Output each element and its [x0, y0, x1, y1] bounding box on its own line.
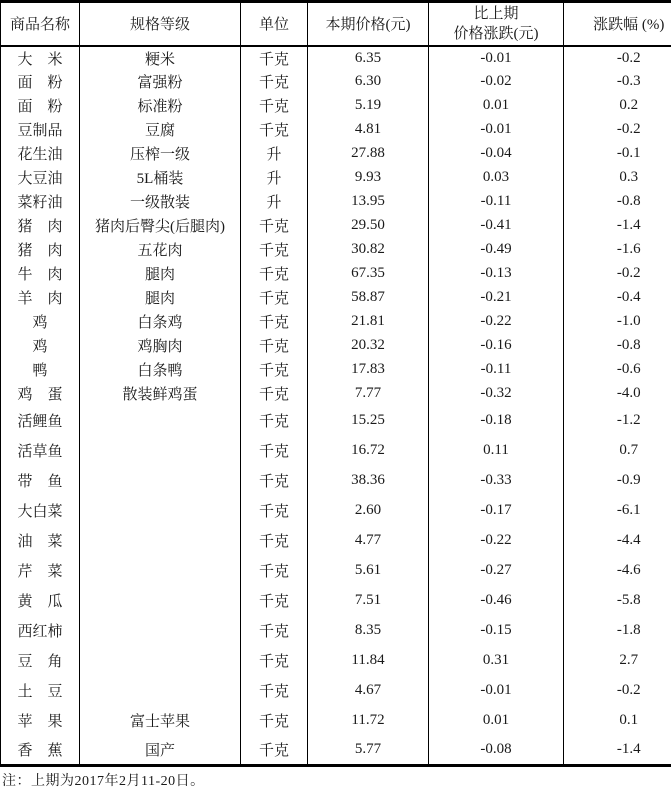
table-row — [1, 286, 671, 310]
cell-price-change: -0.27 — [429, 556, 564, 586]
table-row — [1, 496, 671, 526]
cell-product-name: 面 粉 — [1, 70, 80, 94]
cell-change-percent: -4.4 — [616, 532, 641, 548]
table-row — [1, 706, 671, 736]
cell-unit: 千克 — [241, 616, 308, 646]
table-row — [1, 616, 671, 646]
cell-spec-grade: 猪肉后臀尖(后腿肉) — [80, 214, 241, 238]
cell-price-change: -0.46 — [429, 586, 564, 616]
cell-change-percent: -0.1 — [616, 145, 641, 161]
table-row — [1, 238, 671, 262]
table-row — [1, 466, 671, 496]
cell-spec-grade: 白条鸭 — [80, 358, 241, 382]
cell-product-name: 大豆油 — [1, 166, 80, 190]
cell-spec-grade: 白条鸡 — [80, 310, 241, 334]
cell-product-name: 牛 肉 — [1, 262, 80, 286]
cell-current-price: 9.93 — [308, 166, 429, 190]
cell-price-change: -0.33 — [429, 466, 564, 496]
cell-change-percent: -1.8 — [616, 622, 641, 638]
cell-spec-grade: 豆腐 — [80, 118, 241, 142]
cell-current-price: 7.51 — [308, 586, 429, 616]
cell-unit: 升 — [241, 166, 308, 190]
cell-spec-grade — [80, 556, 241, 586]
cell-spec-grade: 5L桶装 — [80, 166, 241, 190]
cell-spec-grade: 五花肉 — [80, 238, 241, 262]
cell-current-price: 4.77 — [308, 526, 429, 556]
cell-spec-grade: 国产 — [80, 736, 241, 766]
cell-product-name: 带 鱼 — [1, 466, 80, 496]
cell-unit: 千克 — [241, 586, 308, 616]
table-row — [1, 556, 671, 586]
cell-current-price: 38.36 — [308, 466, 429, 496]
cell-spec-grade: 标准粉 — [80, 94, 241, 118]
cell-change-percent: -0.4 — [616, 289, 641, 305]
cell-product-name: 豆制品 — [1, 118, 80, 142]
cell-unit: 千克 — [241, 706, 308, 736]
cell-current-price: 7.77 — [308, 382, 429, 406]
cell-spec-grade — [80, 436, 241, 466]
cell-unit: 千克 — [241, 262, 308, 286]
cell-current-price: 11.72 — [308, 706, 429, 736]
cell-unit: 千克 — [241, 238, 308, 262]
cell-change-percent: -6.1 — [616, 502, 641, 518]
cell-unit: 升 — [241, 190, 308, 214]
cell-spec-grade: 富强粉 — [80, 70, 241, 94]
cell-spec-grade: 粳米 — [80, 46, 241, 70]
cell-price-change: -0.49 — [429, 238, 564, 262]
col-header-price-change — [429, 2, 564, 46]
col-header-current-price: 本期价格(元) — [308, 2, 429, 46]
cell-change-percent: -0.6 — [616, 361, 641, 377]
table-row — [1, 358, 671, 382]
cell-unit: 千克 — [241, 736, 308, 766]
cell-unit: 千克 — [241, 646, 308, 676]
cell-unit: 升 — [241, 142, 308, 166]
col-header-spec-grade: 规格等级 — [80, 2, 241, 46]
cell-product-name: 大白菜 — [1, 496, 80, 526]
cell-product-name: 面 粉 — [1, 94, 80, 118]
cell-current-price: 8.35 — [308, 616, 429, 646]
footnote: 注：上期为2017年2月11-20日。 — [2, 774, 205, 789]
cell-current-price: 21.81 — [308, 310, 429, 334]
cell-product-name: 香 蕉 — [1, 736, 80, 766]
cell-price-change: -0.01 — [429, 46, 564, 70]
cell-spec-grade — [80, 466, 241, 496]
cell-unit: 千克 — [241, 214, 308, 238]
cell-price-change: 0.01 — [429, 94, 564, 118]
cell-current-price: 17.83 — [308, 358, 429, 382]
cell-price-change: -0.11 — [429, 190, 564, 214]
cell-price-change: -0.11 — [429, 358, 564, 382]
cell-current-price: 67.35 — [308, 262, 429, 286]
cell-price-change: -0.22 — [429, 526, 564, 556]
cell-price-change: -0.15 — [429, 616, 564, 646]
cell-product-name: 猪 肉 — [1, 214, 80, 238]
table-row — [1, 646, 671, 676]
cell-price-change: -0.01 — [429, 118, 564, 142]
cell-price-change: -0.16 — [429, 334, 564, 358]
cell-current-price: 13.95 — [308, 190, 429, 214]
cell-spec-grade: 散装鲜鸡蛋 — [80, 382, 241, 406]
cell-price-change: -0.04 — [429, 142, 564, 166]
cell-price-change: -0.22 — [429, 310, 564, 334]
cell-unit: 千克 — [241, 310, 308, 334]
cell-price-change: 0.01 — [429, 706, 564, 736]
table-row — [1, 736, 671, 766]
cell-change-percent: -0.2 — [616, 682, 641, 698]
cell-product-name: 菜籽油 — [1, 190, 80, 214]
cell-price-change: 0.31 — [429, 646, 564, 676]
cell-current-price: 29.50 — [308, 214, 429, 238]
cell-current-price: 4.81 — [308, 118, 429, 142]
cell-change-percent: -0.2 — [616, 265, 641, 281]
cell-spec-grade — [80, 406, 241, 436]
cell-price-change: -0.41 — [429, 214, 564, 238]
cell-change-percent: -0.2 — [616, 49, 641, 66]
cell-spec-grade: 富士苹果 — [80, 706, 241, 736]
cell-change-percent: -5.8 — [616, 592, 641, 608]
table-row — [1, 334, 671, 358]
cell-current-price: 16.72 — [308, 436, 429, 466]
cell-price-change: -0.02 — [429, 70, 564, 94]
cell-unit: 千克 — [241, 94, 308, 118]
cell-change-percent: 0.7 — [619, 442, 639, 458]
cell-change-percent: -0.9 — [616, 472, 641, 488]
cell-current-price: 20.32 — [308, 334, 429, 358]
cell-unit: 千克 — [241, 286, 308, 310]
cell-product-name: 猪 肉 — [1, 238, 80, 262]
cell-product-name: 鸭 — [1, 358, 80, 382]
cell-change-percent: -4.0 — [616, 385, 641, 401]
cell-spec-grade — [80, 526, 241, 556]
cell-product-name: 大 米 — [1, 46, 80, 70]
cell-change-percent: -1.6 — [616, 241, 641, 257]
cell-current-price: 4.67 — [308, 676, 429, 706]
cell-current-price: 30.82 — [308, 238, 429, 262]
cell-change-percent: -0.8 — [616, 193, 641, 209]
cell-change-percent: -0.3 — [616, 73, 641, 89]
cell-product-name: 活草鱼 — [1, 436, 80, 466]
table-row — [1, 214, 671, 238]
cell-change-percent: 0.2 — [619, 97, 639, 113]
cell-product-name: 芹 菜 — [1, 556, 80, 586]
cell-change-percent: -1.4 — [616, 217, 641, 233]
cell-unit: 千克 — [241, 496, 308, 526]
cell-product-name: 鸡 — [1, 310, 80, 334]
cell-unit: 千克 — [241, 382, 308, 406]
cell-unit: 千克 — [241, 70, 308, 94]
cell-spec-grade: 压榨一级 — [80, 142, 241, 166]
cell-unit: 千克 — [241, 676, 308, 706]
cell-unit: 千克 — [241, 436, 308, 466]
cell-change-percent: 0.3 — [619, 169, 639, 185]
cell-change-percent: 2.7 — [619, 652, 639, 668]
cell-current-price: 2.60 — [308, 496, 429, 526]
cell-spec-grade: 腿肉 — [80, 286, 241, 310]
cell-current-price: 5.19 — [308, 94, 429, 118]
cell-price-change: -0.08 — [429, 736, 564, 766]
cell-product-name: 鸡 — [1, 334, 80, 358]
cell-price-change: -0.17 — [429, 496, 564, 526]
col-header-price-change-line1: 比上期 — [473, 5, 519, 22]
cell-price-change: -0.21 — [429, 286, 564, 310]
col-header-product-name: 商品名称 — [1, 2, 80, 46]
cell-product-name: 羊 肉 — [1, 286, 80, 310]
table-row — [1, 406, 671, 436]
cell-price-change: -0.18 — [429, 406, 564, 436]
cell-current-price: 5.77 — [308, 736, 429, 766]
cell-unit: 千克 — [241, 406, 308, 436]
table-row — [1, 190, 671, 214]
col-header-unit: 单位 — [241, 2, 308, 46]
cell-product-name: 土 豆 — [1, 676, 80, 706]
cell-price-change: -0.32 — [429, 382, 564, 406]
cell-product-name: 苹 果 — [1, 706, 80, 736]
cell-unit: 千克 — [241, 334, 308, 358]
cell-unit: 千克 — [241, 556, 308, 586]
cell-spec-grade — [80, 646, 241, 676]
cell-product-name: 鸡 蛋 — [1, 382, 80, 406]
table-row — [1, 94, 671, 118]
cell-spec-grade: 鸡胸肉 — [80, 334, 241, 358]
cell-current-price: 6.30 — [308, 70, 429, 94]
table-body — [1, 46, 671, 766]
cell-product-name: 豆 角 — [1, 646, 80, 676]
cell-change-percent: -0.2 — [616, 121, 641, 137]
cell-product-name: 黄 瓜 — [1, 586, 80, 616]
table-row — [1, 46, 671, 70]
table-row — [1, 118, 671, 142]
cell-current-price: 27.88 — [308, 142, 429, 166]
cell-current-price: 58.87 — [308, 286, 429, 310]
cell-current-price: 11.84 — [308, 646, 429, 676]
cell-price-change: -0.13 — [429, 262, 564, 286]
table-row — [1, 382, 671, 406]
table-row — [1, 586, 671, 616]
cell-spec-grade: 腿肉 — [80, 262, 241, 286]
cell-product-name: 花生油 — [1, 142, 80, 166]
cell-product-name: 西红柿 — [1, 616, 80, 646]
header-row — [1, 2, 671, 46]
table-row — [1, 142, 671, 166]
cell-spec-grade — [80, 676, 241, 706]
cell-price-change: 0.03 — [429, 166, 564, 190]
cell-change-percent: -0.8 — [616, 337, 641, 353]
cell-unit: 千克 — [241, 118, 308, 142]
table-row — [1, 262, 671, 286]
cell-product-name: 油 菜 — [1, 526, 80, 556]
cell-change-percent: -1.2 — [616, 412, 641, 428]
cell-price-change: 0.11 — [429, 436, 564, 466]
cell-change-percent: -4.6 — [616, 562, 641, 578]
cell-current-price: 6.35 — [308, 46, 429, 70]
cell-change-percent: 0.1 — [619, 712, 639, 728]
cell-unit: 千克 — [241, 526, 308, 556]
col-header-price-change-line2: 价格涨跌(元) — [453, 25, 539, 42]
table-row — [1, 676, 671, 706]
cell-current-price: 5.61 — [308, 556, 429, 586]
table-row — [1, 436, 671, 466]
cell-price-change: -0.01 — [429, 676, 564, 706]
cell-spec-grade — [80, 496, 241, 526]
table-row — [1, 526, 671, 556]
table-row — [1, 166, 671, 190]
table-row — [1, 70, 671, 94]
cell-unit: 千克 — [241, 466, 308, 496]
col-header-change-percent: 涨跌幅 (%) — [564, 2, 671, 46]
cell-unit: 千克 — [241, 46, 308, 70]
cell-unit: 千克 — [241, 358, 308, 382]
cell-product-name: 活鲤鱼 — [1, 406, 80, 436]
cell-change-percent: -1.0 — [616, 313, 641, 329]
cell-spec-grade: 一级散装 — [80, 190, 241, 214]
cell-current-price: 15.25 — [308, 406, 429, 436]
table-row — [1, 310, 671, 334]
cell-spec-grade — [80, 616, 241, 646]
cell-change-percent: -1.4 — [616, 741, 641, 758]
cell-spec-grade — [80, 586, 241, 616]
